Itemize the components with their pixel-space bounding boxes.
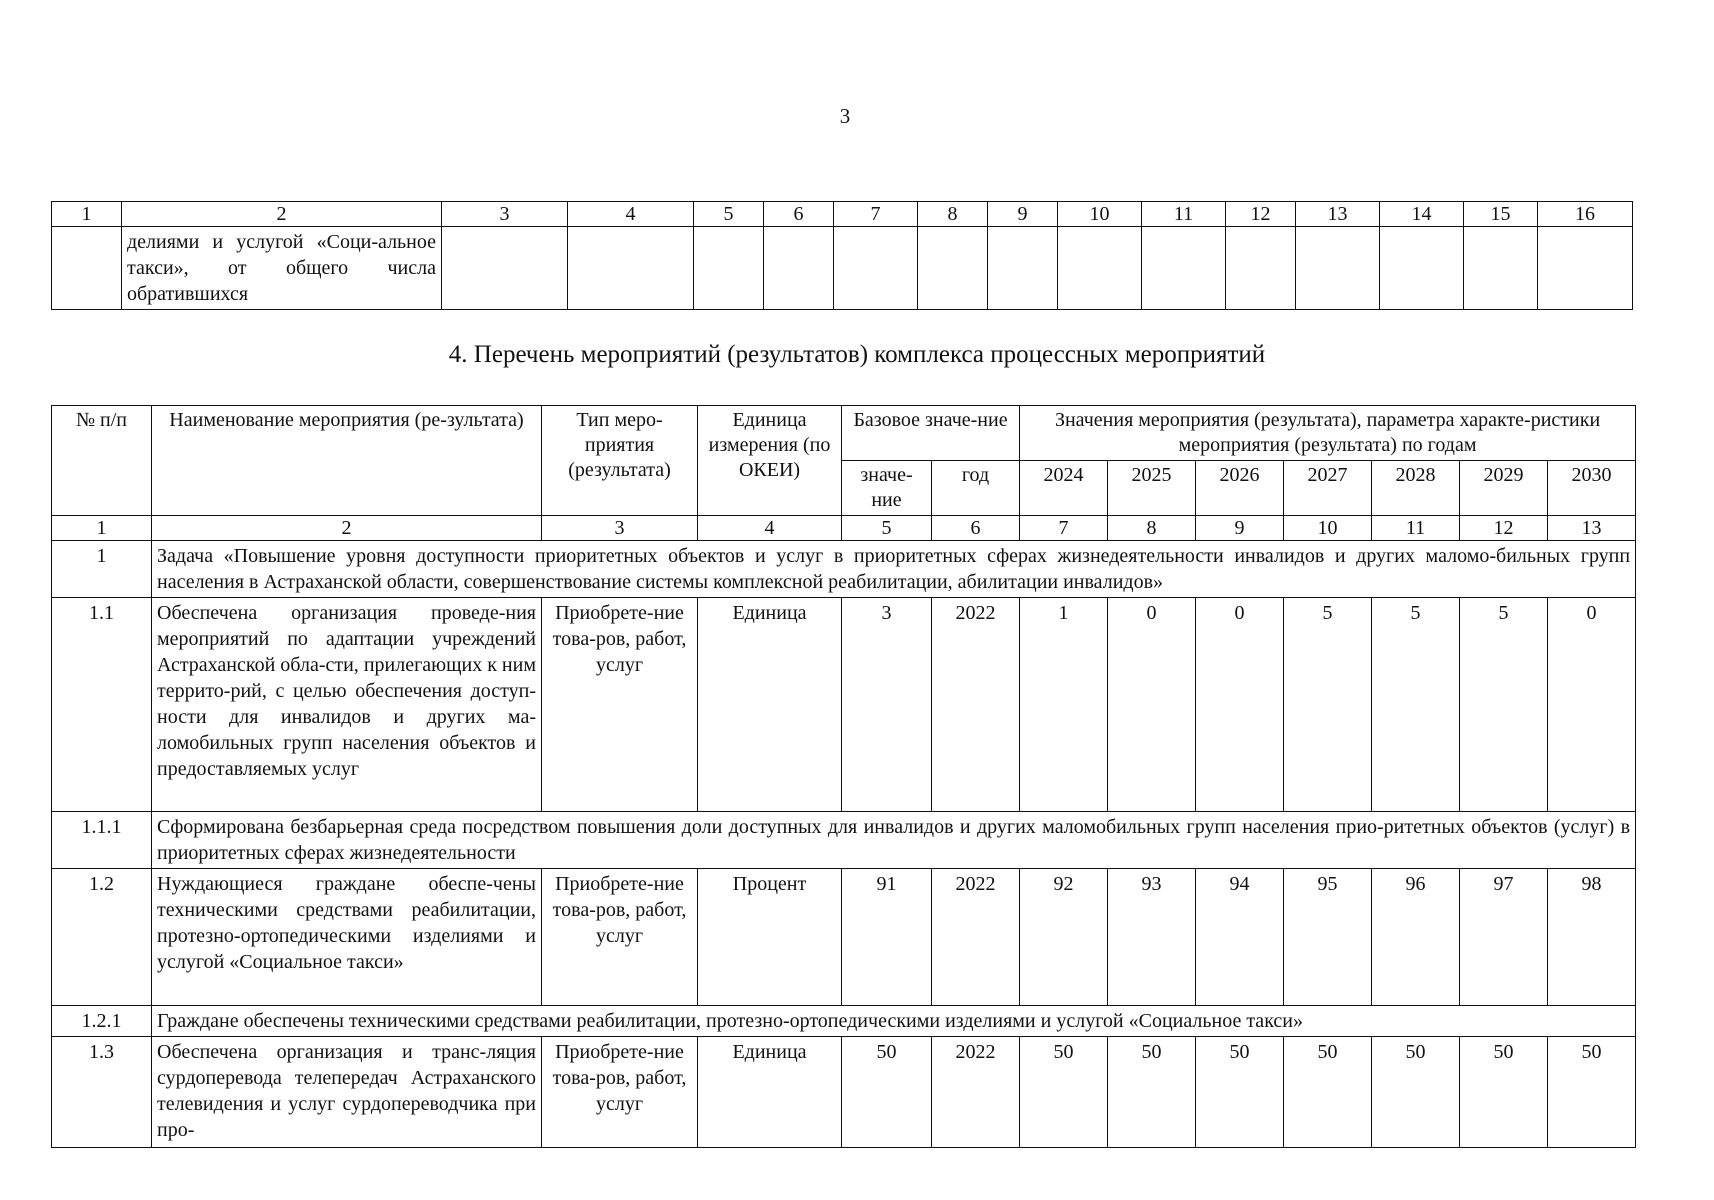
characteristic-text: Сформирована безбарьерная среда посредством повышения доли доступных для инвалидов и других маломобильных групп населения прио-ритетных объектов (услуг) в приоритетных сферах жизнедеятельности [152, 812, 1636, 869]
column-number: 11 [1142, 202, 1226, 227]
table-row [52, 598, 1636, 812]
column-number: 2 [152, 516, 542, 541]
row-type: Приобрете-ние това-ров, работ, услуг [542, 869, 698, 1006]
row-year-value: 98 [1548, 869, 1636, 1006]
row-unit: Единица [698, 598, 842, 812]
column-number-row [52, 516, 1636, 541]
row-base-value: 91 [842, 869, 932, 1006]
column-number: 13 [1296, 202, 1380, 227]
row-name: Обеспечена организация проведе-ния мероприятий по адаптации учреждений Астраханской обла-сти, прилегающих к ним террито-рий, с целью обеспечения доступ-ности для инвалидов и других ма-ломобильных групп населения объектов и предоставляемых услуг [152, 598, 542, 812]
column-number: 5 [694, 202, 764, 227]
column-number: 9 [1196, 516, 1284, 541]
header-num: № п/п [52, 406, 152, 516]
row-year-value: 5 [1372, 598, 1460, 812]
column-number: 12 [1460, 516, 1548, 541]
table-row [52, 227, 1633, 310]
section-title: 4. Перечень мероприятий (результатов) комплекса процессных мероприятий [448, 341, 1266, 368]
row-year-value: 50 [1196, 1037, 1284, 1148]
row-unit: Процент [698, 869, 842, 1006]
column-number: 8 [1108, 516, 1196, 541]
header-year: 2024 [1020, 461, 1108, 516]
row-year-value: 94 [1196, 869, 1284, 1006]
header-row [52, 406, 1636, 461]
header-year: 2030 [1548, 461, 1636, 516]
characteristic-row [52, 812, 1636, 869]
row-num: 1.1 [52, 598, 152, 812]
characteristic-num: 1.2.1 [52, 1006, 152, 1037]
continued-table [51, 201, 1633, 310]
row-year-value: 92 [1020, 869, 1108, 1006]
column-number: 3 [542, 516, 698, 541]
column-number: 6 [764, 202, 834, 227]
column-number: 2 [122, 202, 442, 227]
characteristic-num: 1.1.1 [52, 812, 152, 869]
row-year-value: 96 [1372, 869, 1460, 1006]
row-year-value: 0 [1108, 598, 1196, 812]
task-num: 1 [52, 541, 152, 598]
characteristic-text: Граждане обеспечены техническими средствами реабилитации, протезно-ортопедическими изделиями и услугой «Социальное такси» [152, 1006, 1636, 1037]
row-base-year: 2022 [932, 869, 1020, 1006]
column-number: 4 [698, 516, 842, 541]
row-type: Приобрете-ние това-ров, работ, услуг [542, 1037, 698, 1148]
characteristic-row [52, 1006, 1636, 1037]
row-type: Приобрете-ние това-ров, работ, услуг [542, 598, 698, 812]
row-year-value: 50 [1020, 1037, 1108, 1148]
row-num: 1.3 [52, 1037, 152, 1148]
row-name: Обеспечена организация и транс-ляция сурдоперевода телепередач Астраханского телевидения и услуг сурдопереводчика при про- [152, 1037, 542, 1148]
row-base-value: 50 [842, 1037, 932, 1148]
header-base-value: значе-ние [842, 461, 932, 516]
row-year-value: 50 [1372, 1037, 1460, 1148]
row-year-value: 0 [1196, 598, 1284, 812]
table-row [52, 869, 1636, 1006]
header-year: 2029 [1460, 461, 1548, 516]
header-type: Тип меро-приятия (результата) [542, 406, 698, 516]
header-unit: Единица измерения (по ОКЕИ) [698, 406, 842, 516]
column-number: 11 [1372, 516, 1460, 541]
header-base-year: год [932, 461, 1020, 516]
row-year-value: 97 [1460, 869, 1548, 1006]
page-number: 3 [839, 104, 851, 128]
header-year: 2026 [1196, 461, 1284, 516]
row-year-value: 50 [1284, 1037, 1372, 1148]
header-year: 2025 [1108, 461, 1196, 516]
header-base: Базовое значе-ние [842, 406, 1020, 461]
task-text: Задача «Повышение уровня доступности приоритетных объектов и услуг в приоритетных сферах жизнедеятельности инвалидов и других маломо-бильных групп населения в Астраханской области, совершенствование системы комплексной реабилитации, абилитации инвалидов» [152, 541, 1636, 598]
column-number: 6 [932, 516, 1020, 541]
column-number: 7 [1020, 516, 1108, 541]
column-number: 14 [1380, 202, 1464, 227]
column-number: 9 [988, 202, 1058, 227]
column-number: 15 [1464, 202, 1538, 227]
column-number-row [52, 202, 1633, 227]
row-year-value: 0 [1548, 598, 1636, 812]
row-unit: Единица [698, 1037, 842, 1148]
row-base-value: 3 [842, 598, 932, 812]
row-year-value: 5 [1284, 598, 1372, 812]
column-number: 5 [842, 516, 932, 541]
row-base-year: 2022 [932, 1037, 1020, 1148]
continuation-text: делиями и услугой «Соци-альное такси», от общего числа обратившихся [122, 227, 442, 310]
row-num: 1.2 [52, 869, 152, 1006]
header-year: 2028 [1372, 461, 1460, 516]
column-number: 3 [442, 202, 568, 227]
row-year-value: 1 [1020, 598, 1108, 812]
column-number: 8 [918, 202, 988, 227]
column-number: 16 [1538, 202, 1633, 227]
row-year-value: 50 [1460, 1037, 1548, 1148]
row-year-value: 5 [1460, 598, 1548, 812]
column-number: 12 [1226, 202, 1296, 227]
column-number: 10 [1058, 202, 1142, 227]
row-year-value: 95 [1284, 869, 1372, 1006]
column-number: 13 [1548, 516, 1636, 541]
table-row [52, 1037, 1636, 1148]
row-year-value: 93 [1108, 869, 1196, 1006]
row-name: Нуждающиеся граждане обеспе-чены техническими средствами реабилитации, протезно-ортопедическими изделиями и услугой «Социальное такси» [152, 869, 542, 1006]
header-name: Наименование мероприятия (ре-зультата) [152, 406, 542, 516]
header-values: Значения мероприятия (результата), параметра характе-ристики мероприятия (результата) по годам [1020, 406, 1636, 461]
column-number: 7 [834, 202, 918, 227]
row-base-year: 2022 [932, 598, 1020, 812]
column-number: 1 [52, 516, 152, 541]
row-year-value: 50 [1548, 1037, 1636, 1148]
column-number: 10 [1284, 516, 1372, 541]
column-number: 4 [568, 202, 694, 227]
measures-table [51, 405, 1636, 1148]
task-row [52, 541, 1636, 598]
column-number: 1 [52, 202, 122, 227]
row-year-value: 50 [1108, 1037, 1196, 1148]
header-year: 2027 [1284, 461, 1372, 516]
